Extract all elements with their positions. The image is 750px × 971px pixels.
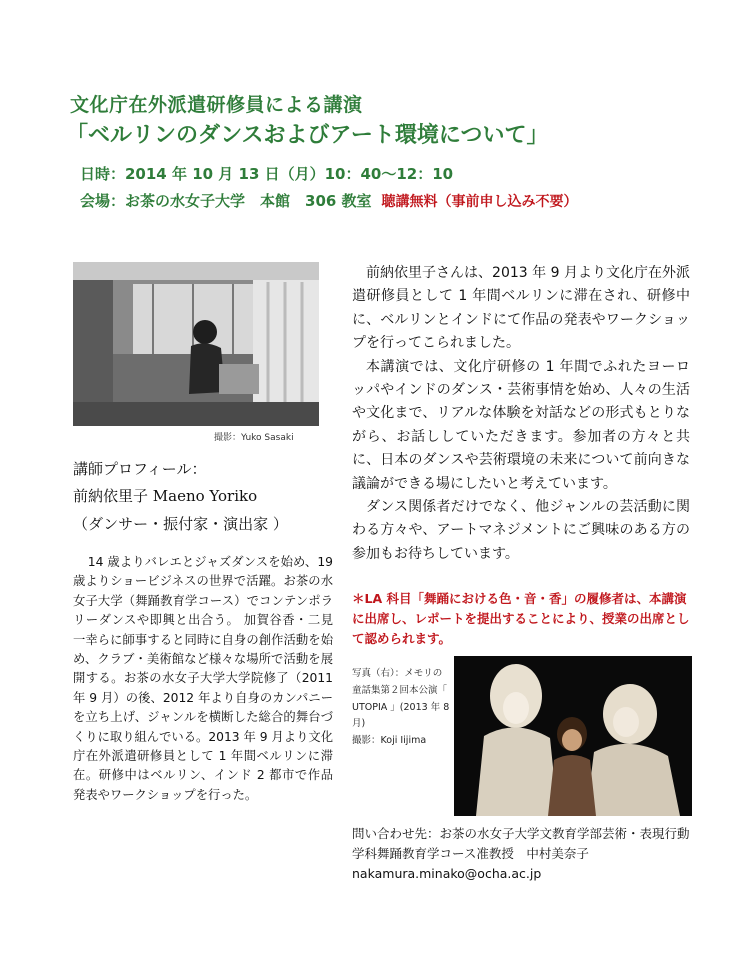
lecture-title: 「ベルリンのダンスおよびアート環境について」: [66, 123, 549, 148]
lecturer-bio: 14 歳よりバレエとジャズダンスを始め、19 歳よりショービジネスの世界で活躍。お茶の水女子大学（舞踊教育学コース）でコンテンポラリーダンスや即興と出合う。 加賀谷香・二見一幸らに師事すると同時に自身の創作活動を始め、クラブ・美術館など様々な場所で活動を展開する。お茶の水女子大学大学院修了（2011 年 9 月）の後、2012 年より自身のカンパニーを立ち上げ、ジャンルを横断した総合的舞台づくりに取り組んでいる。2013 年 9 月より文化庁在外派遣研修員として 1 年間ベルリンに滞在。研修中はベルリン、インド 2 都市で作品発表やワークショップを行った。: [73, 555, 333, 802]
description-paragraph: ダンス関係者だけでなく、他ジャンルの芸活動に関わる方々や、アートマネジメントにご興味のある方の参加もお待ちしています。: [352, 499, 690, 562]
lecturer-photo: [73, 262, 319, 426]
event-datetime: 日時：2014 年 10 月 13 日（月）10：40～12：10: [80, 165, 454, 183]
photo-caption-2: [352, 666, 450, 750]
photo-credit-1: 撮影：Yuko Sasaki: [214, 433, 294, 443]
profile-heading: 講師プロフィール：: [73, 460, 207, 478]
free-admission-note: 聴講無料（事前申し込み不要）: [381, 194, 578, 210]
lecture-description: [352, 262, 690, 566]
contact-email-link[interactable]: nakamura.minako@ocha.ac.jp: [352, 866, 542, 881]
contact-text: 問い合わせ先：お茶の水女子大学文教育学部芸術・表現行動学科舞踊教育学コース准教授 中村美奈子: [352, 826, 690, 861]
lecturer-roles: （ダンサー・振付家・演出家 ）: [73, 515, 288, 533]
event-venue: 会場：お茶の水女子大学 本館 306 教室: [80, 192, 372, 210]
photo-caption-text: 写真（右）：メモリの童話集第２回本公演「 UTOPIA 」(2013 年 8 月): [352, 668, 450, 730]
performance-photo: [454, 656, 692, 816]
lecturer-name: 前納依里子 Maeno Yoriko: [73, 487, 258, 505]
description-paragraph: 前納依里子さんは、2013 年 9 月より文化庁在外派遣研修員として 1 年間ベルリンに滞在され、研修中に、ベルリンとインドにて作品の発表やワークショップを行ってこられました。: [352, 265, 690, 352]
photo-credit-2: 撮影：Koji Iijima: [352, 735, 427, 747]
event-series-title: 文化庁在外派遣研修員による講演: [70, 94, 363, 116]
contact-info: [352, 824, 692, 884]
event-venue-line: [80, 190, 578, 211]
course-credit-note: ＊LA 科目「舞踊における色・音・香」の履修者は、本講演に出席し、レポートを提出することにより、授業の出席として認められます。: [352, 591, 690, 646]
description-paragraph: 本講演では、文化庁研修の 1 年間でふれたヨーロッパやインドのダンス・芸術事情を始め、人々の生活や文化まで、リアルな体験を対話などの形式もとりながら、お話ししていただきます。参加者の方々と共に、日本のダンスや芸術環境の未来について前向きな議論ができる場にしたいと考えています。: [352, 358, 690, 492]
